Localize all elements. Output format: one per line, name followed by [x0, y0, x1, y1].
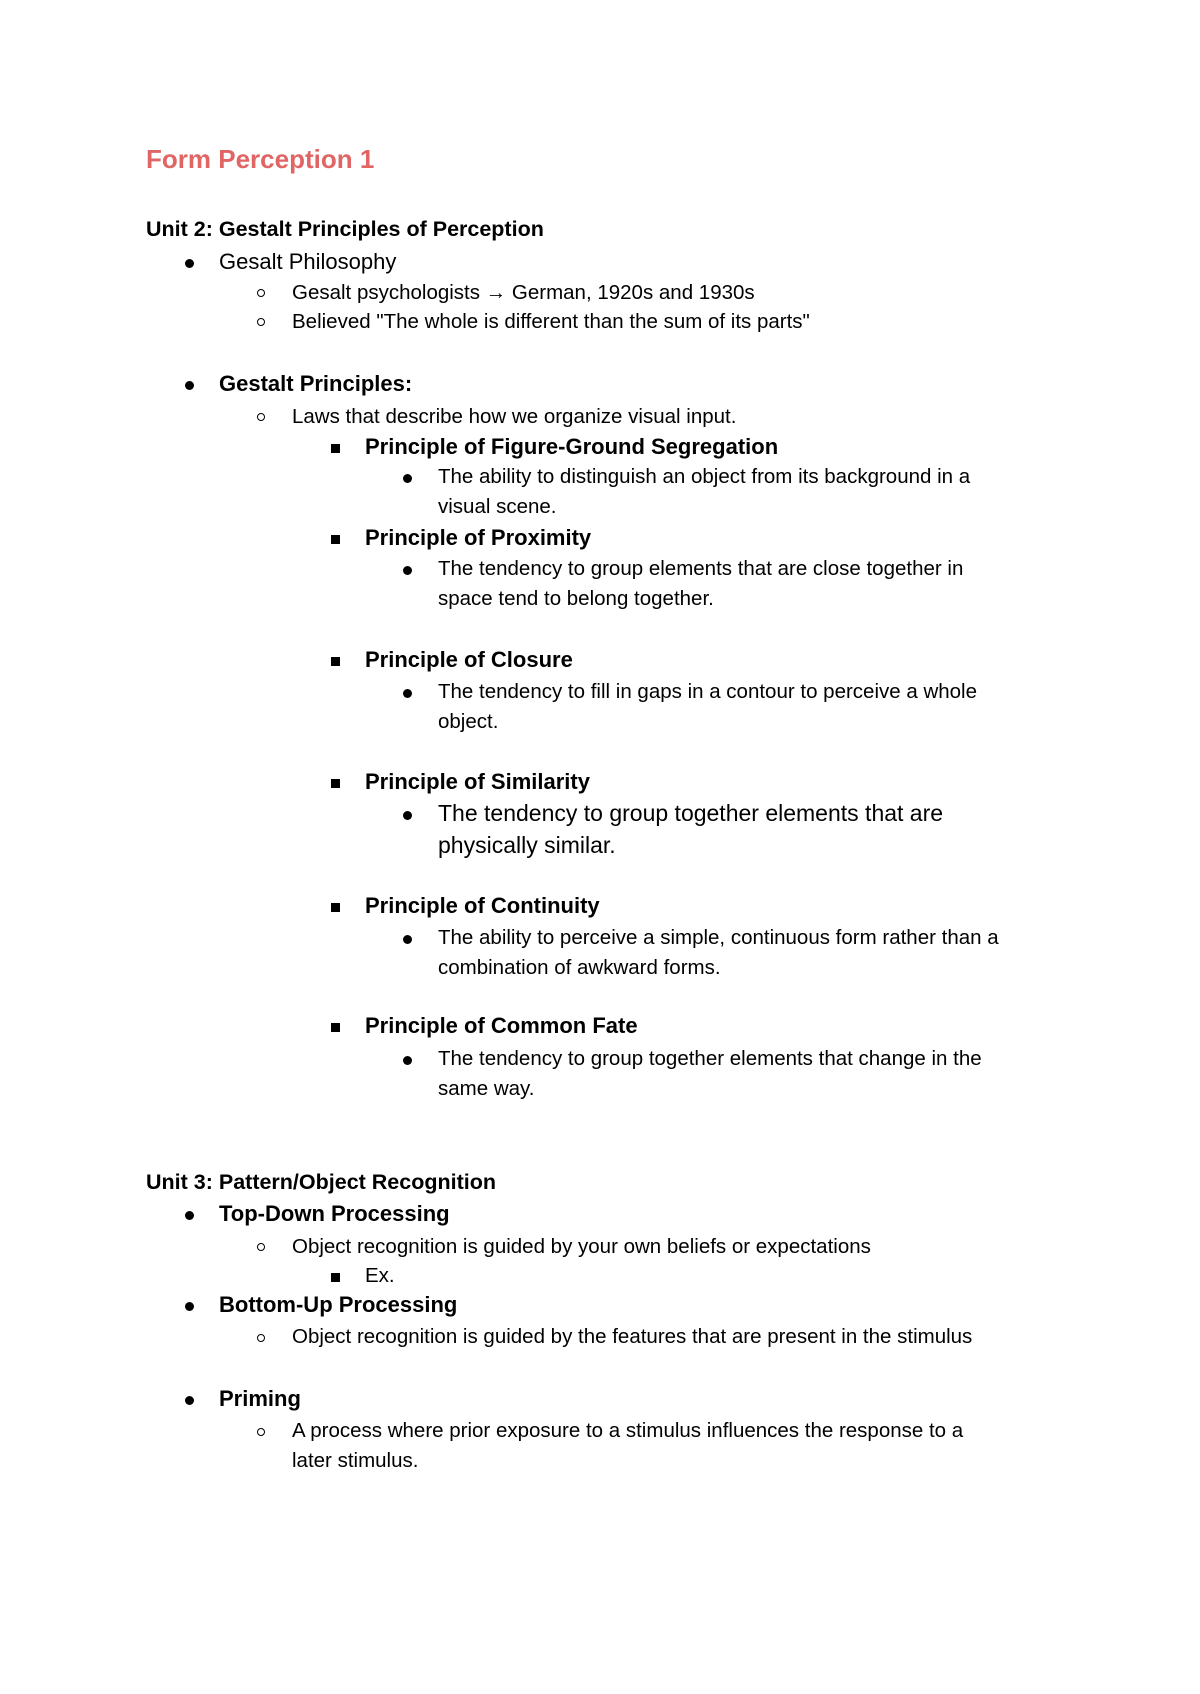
principle-desc: physically similar. — [438, 832, 616, 858]
principle-name: Principle of Similarity — [365, 769, 590, 794]
priming-desc: A process where prior exposure to a stimulus influences the response to a — [292, 1419, 964, 1442]
square-bullet-icon — [331, 535, 340, 544]
bullet-icon — [185, 1302, 194, 1311]
bullet-icon — [403, 566, 412, 575]
bullet-icon — [403, 935, 412, 944]
gestalt-principles-label: Gestalt Principles: — [219, 371, 413, 396]
principle-desc: The ability to distinguish an object from its background in a — [438, 465, 971, 488]
principle-name: Principle of Proximity — [365, 525, 592, 550]
bullet-icon — [185, 1396, 194, 1405]
square-bullet-icon — [331, 903, 340, 912]
bullet-icon — [403, 811, 412, 820]
gesalt-philosophy-label: Gesalt Philosophy — [219, 249, 397, 274]
priming-desc: later stimulus. — [292, 1449, 419, 1472]
principle-desc: The tendency to group together elements that are — [438, 800, 944, 826]
principle-desc: The tendency to group elements that are close together in — [438, 557, 964, 580]
circle-bullet-icon — [257, 318, 265, 326]
philosophy-item: Gesalt psychologists → German, 1920s and 1930s — [292, 281, 755, 304]
principle-name: Principle of Figure-Ground Segregation — [365, 434, 779, 459]
principles-intro: Laws that describe how we organize visual input. — [292, 405, 737, 428]
priming-label: Priming — [219, 1386, 301, 1411]
square-bullet-icon — [331, 444, 340, 453]
principle-desc: space tend to belong together. — [438, 587, 714, 610]
top-down-desc: Object recognition is guided by your own beliefs or expectations — [292, 1235, 871, 1258]
principle-name: Principle of Continuity — [365, 893, 600, 918]
bullet-icon — [403, 474, 412, 483]
bottom-up-label: Bottom-Up Processing — [219, 1292, 458, 1317]
square-bullet-icon — [331, 1273, 340, 1282]
bullet-icon — [185, 1211, 194, 1220]
principle-name: Principle of Closure — [365, 647, 573, 672]
principle-desc: The tendency to group together elements that change in the — [438, 1047, 982, 1070]
unit-2-heading: Unit 2: Gestalt Principles of Perception — [146, 217, 544, 241]
bullet-icon — [185, 259, 194, 268]
principle-desc: object. — [438, 710, 499, 733]
circle-bullet-icon — [257, 1428, 265, 1436]
principle-desc: The tendency to fill in gaps in a contour to perceive a whole — [438, 680, 978, 703]
principle-desc: visual scene. — [438, 495, 557, 518]
circle-bullet-icon — [257, 1334, 265, 1342]
philosophy-item: Believed "The whole is different than the sum of its parts" — [292, 310, 810, 333]
unit-3-heading: Unit 3: Pattern/Object Recognition — [146, 1170, 496, 1194]
top-down-example: Ex. — [365, 1264, 395, 1287]
principle-desc: combination of awkward forms. — [438, 956, 721, 979]
bullet-icon — [403, 1056, 412, 1065]
square-bullet-icon — [331, 779, 340, 788]
square-bullet-icon — [331, 657, 340, 666]
circle-bullet-icon — [257, 1243, 265, 1251]
square-bullet-icon — [331, 1023, 340, 1032]
principle-desc: The ability to perceive a simple, continuous form rather than a — [438, 926, 999, 949]
principle-name: Principle of Common Fate — [365, 1013, 638, 1038]
bottom-up-desc: Object recognition is guided by the features that are present in the stimulus — [292, 1325, 973, 1348]
page-title: Form Perception 1 — [146, 144, 375, 174]
bullet-icon — [403, 689, 412, 698]
bullet-icon — [185, 381, 194, 390]
circle-bullet-icon — [257, 289, 265, 297]
principle-desc: same way. — [438, 1077, 535, 1100]
circle-bullet-icon — [257, 413, 265, 421]
top-down-label: Top-Down Processing — [219, 1201, 450, 1226]
